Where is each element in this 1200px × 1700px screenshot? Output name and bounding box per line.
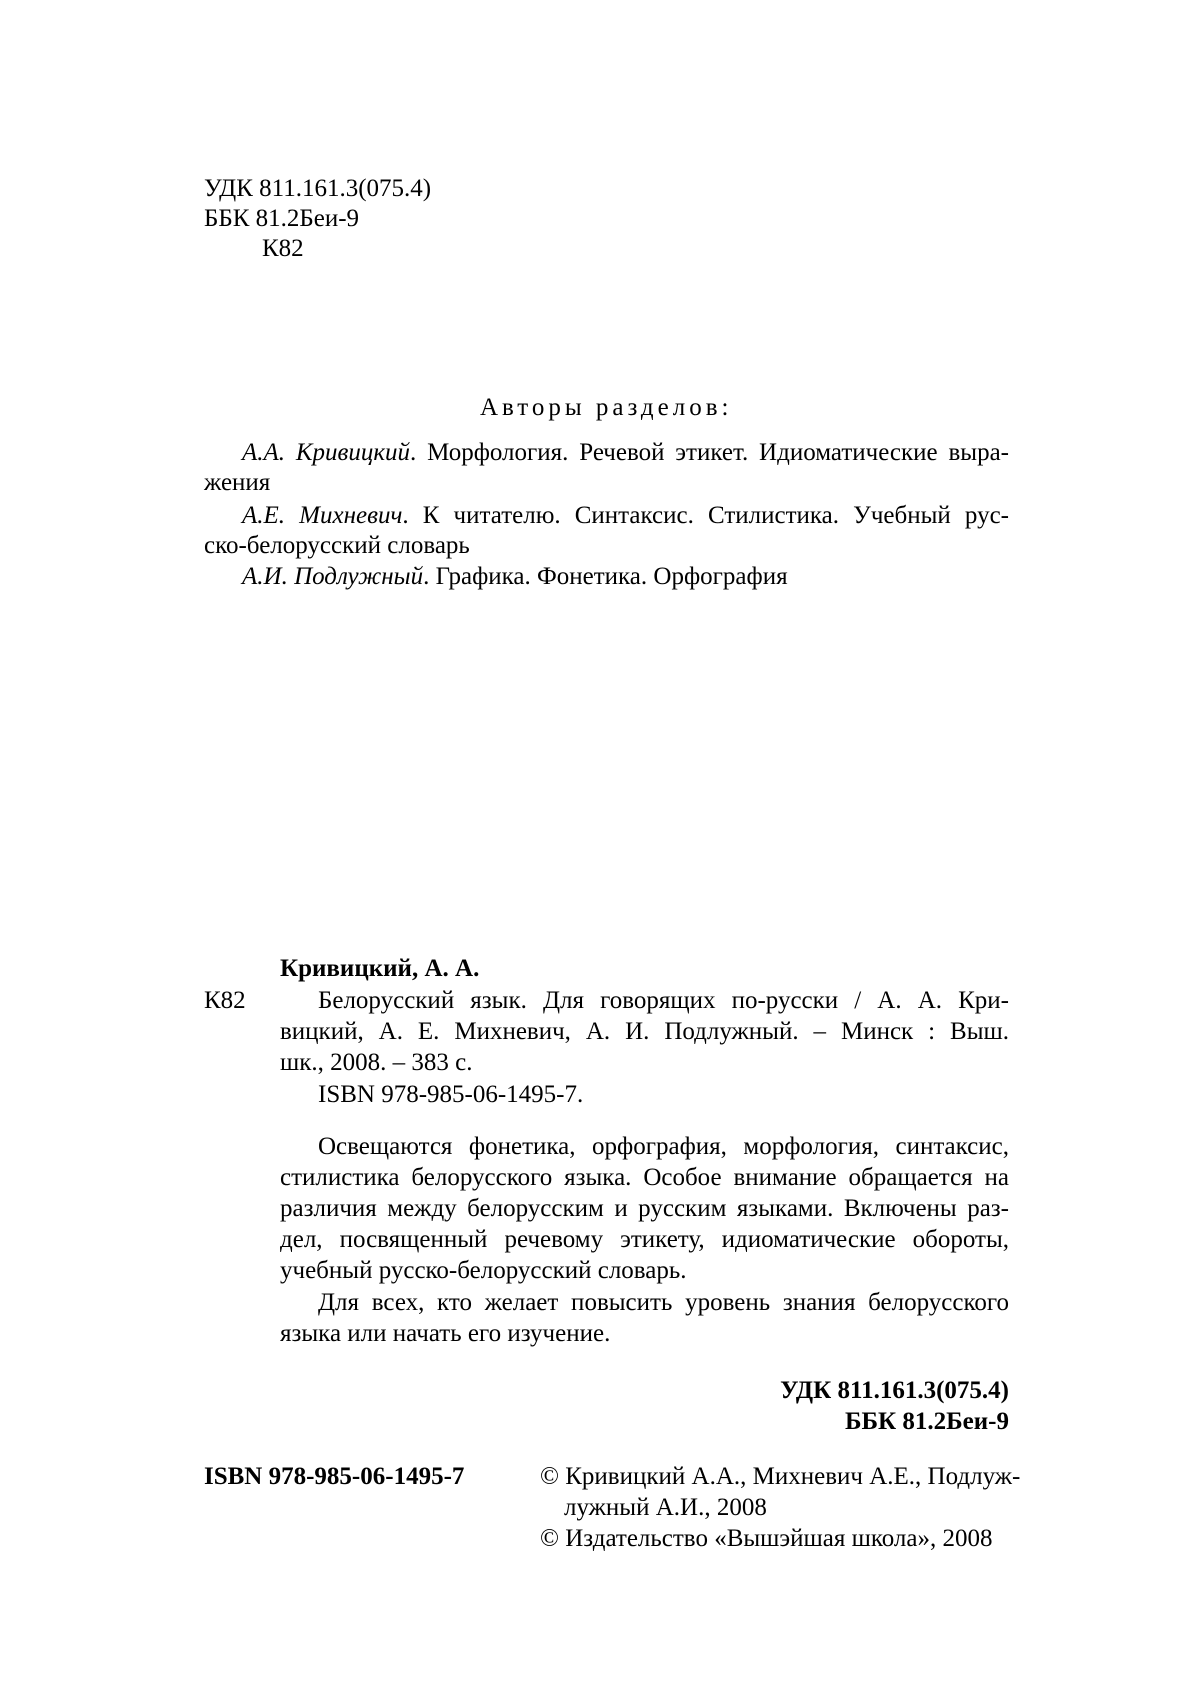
catalog-desc-line1: Белорусский язык. Для говорящих по-русски / А. А. Кри- bbox=[318, 987, 1009, 1014]
author-entry-2-line2: ско-белорусский словарь bbox=[204, 532, 470, 559]
footer-isbn: ISBN 978-985-06-1495-7 bbox=[204, 1463, 465, 1490]
annotation-p1-line5: учебный русско-белорусский словарь. bbox=[280, 1257, 687, 1284]
annotation-p2-line2: языка или начать его изучение. bbox=[280, 1320, 611, 1347]
author-entry-2-line1 bbox=[242, 501, 1009, 531]
bbk-code-bottom: ББК 81.2Беи-9 bbox=[844, 1408, 1009, 1435]
author-entry-1-line2: жения bbox=[204, 469, 271, 496]
author-name-2: А.Е. Михневич bbox=[242, 502, 403, 529]
udk-code-top: УДК 811.161.3(075.4) bbox=[204, 175, 432, 202]
bbk-code-top: ББК 81.2Беи-9 bbox=[204, 205, 360, 232]
catalog-isbn: ISBN 978-985-06-1495-7. bbox=[318, 1081, 584, 1108]
author-name-3: А.И. Подлужный bbox=[242, 563, 424, 590]
annotation-p1-line3: различия между белорусским и русским языками. Включены раз- bbox=[280, 1195, 1009, 1222]
author-entry-1-line1 bbox=[242, 438, 1009, 468]
catalog-desc-line3: шк., 2008. – 383 с. bbox=[280, 1049, 473, 1076]
catalog-main-author: Кривицкий, А. А. bbox=[280, 955, 480, 982]
author-entry-2-text: . К читателю. Синтаксис. Стилистика. Учебный рус- bbox=[402, 502, 1009, 529]
annotation-p2-line1: Для всех, кто желает повысить уровень знания белорусского bbox=[318, 1289, 1009, 1316]
author-mark-top: К82 bbox=[262, 235, 304, 262]
copyright-publisher: © Издательство «Вышэйшая школа», 2008 bbox=[540, 1525, 993, 1552]
author-entry-3-line1 bbox=[242, 562, 788, 592]
annotation-p1-line4: дел, посвященный речевому этикету, идиоматические обороты, bbox=[280, 1226, 1009, 1253]
udk-code-bottom: УДК 811.161.3(075.4) bbox=[780, 1377, 1009, 1404]
catalog-desc-line2: вицкий, А. Е. Михневич, А. И. Подлужный. – Минск : Выш. bbox=[280, 1018, 1009, 1045]
author-entry-3-text: . Графика. Фонетика. Орфография bbox=[423, 563, 788, 590]
copyright-authors-line2: лужный А.И., 2008 bbox=[564, 1494, 767, 1521]
author-name-1: А.А. Кривицкий bbox=[242, 439, 411, 466]
annotation-p1-line2: стилистика белорусского языка. Особое внимание обращается на bbox=[280, 1164, 1009, 1191]
catalog-mark: К82 bbox=[204, 987, 246, 1014]
author-entry-1-text: . Морфология. Речевой этикет. Идиоматические выра- bbox=[410, 439, 1009, 466]
authors-heading: Авторы разделов: bbox=[480, 394, 733, 421]
annotation-p1-line1: Освещаются фонетика, орфография, морфология, синтаксис, bbox=[318, 1133, 1009, 1160]
copyright-authors-line1: © Кривицкий А.А., Михневич А.Е., Подлуж- bbox=[540, 1463, 1021, 1490]
